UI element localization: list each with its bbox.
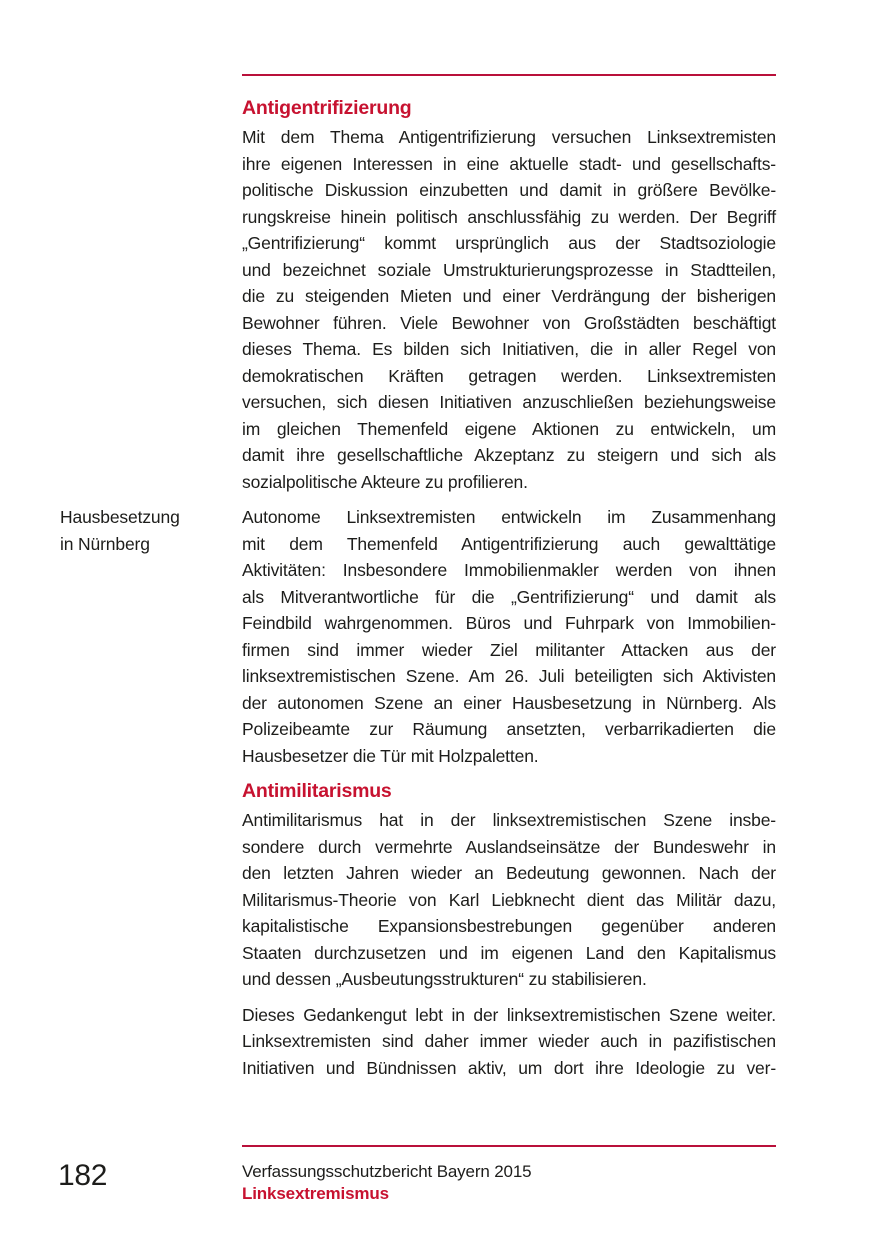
chapter-label: Linksextremismus bbox=[242, 1183, 389, 1203]
text-line: demokratischen Kräften getragen werden. Linksextremisten bbox=[242, 365, 776, 386]
paragraph-hausbesetzung bbox=[242, 504, 776, 769]
text-line: Militarismus-Theorie von Karl Liebknecht dient das Militär dazu, bbox=[242, 889, 776, 910]
footer-rule bbox=[242, 1145, 776, 1147]
text-line: im gleichen Themenfeld eigene Aktionen zu entwickeln, um bbox=[242, 418, 776, 439]
paragraph-antigentrifizierung-1 bbox=[242, 124, 776, 495]
text-line: Linksextremisten sind daher immer wieder auch in pazifistischen bbox=[242, 1031, 776, 1051]
text-line: sozialpolitische Akteure zu profilieren. bbox=[242, 471, 528, 492]
text-line: Bewohner führen. Viele Bewohner von Großstädten beschäftigt bbox=[242, 312, 776, 333]
text-line: mit dem Themenfeld Antigentrifizierung auch gewalttätige bbox=[242, 533, 776, 554]
text-line: und dessen „Ausbeutungsstrukturen“ zu stabilisieren. bbox=[242, 969, 647, 989]
paragraph-antimilitarismus-2 bbox=[242, 1002, 776, 1082]
paragraph-antimilitarismus-1 bbox=[242, 807, 776, 993]
text-line: damit ihre gesellschaftliche Akzeptanz zu steigern und sich als bbox=[242, 445, 776, 465]
text-line: Antimilitarismus hat in der linksextremistischen Szene insbe- bbox=[242, 810, 776, 830]
text-line: rungskreise hinein politisch anschlussfähig zu werden. Der Begriff bbox=[242, 206, 776, 227]
text-line: als Mitverantwortliche für die „Gentrifizierung“ und damit als bbox=[242, 586, 776, 607]
text-line: Polizeibeamte zur Räumung ansetzten, verbarrikadierten die bbox=[242, 719, 776, 739]
margin-note-line: in Nürnberg bbox=[60, 533, 150, 554]
text-line: die zu steigenden Mieten und einer Verdrängung der bisherigen bbox=[242, 286, 776, 306]
text-line: den letzten Jahren wieder an Bedeutung gewonnen. Nach der bbox=[242, 863, 776, 883]
text-line: Autonome Linksextremisten entwickeln im Zusammenhang bbox=[242, 507, 776, 527]
text-line: und bezeichnet soziale Umstrukturierungsprozesse in Stadtteilen, bbox=[242, 259, 776, 280]
footer bbox=[242, 1161, 776, 1204]
margin-note-line: Hausbesetzung bbox=[60, 507, 180, 527]
page-number: 182 bbox=[58, 1159, 108, 1192]
text-line: kapitalistische Expansionsbestrebungen gegenüber anderen bbox=[242, 916, 776, 936]
text-line: Mit dem Thema Antigentrifizierung versuchen Linksextremisten bbox=[242, 127, 776, 147]
text-line: versuchen, sich diesen Initiativen anzuschließen beziehungsweise bbox=[242, 392, 776, 412]
margin-note bbox=[60, 504, 230, 557]
text-line: sondere durch vermehrte Auslandseinsätze der Bundeswehr in bbox=[242, 836, 776, 857]
text-line: linksextremistischen Szene. Am 26. Juli beteiligten sich Aktivisten bbox=[242, 666, 776, 686]
text-line: dieses Thema. Es bilden sich Initiativen, die in aller Regel von bbox=[242, 339, 776, 359]
text-line: firmen sind immer wieder Ziel militanter Attacken aus der bbox=[242, 639, 776, 660]
text-line: der autonomen Szene an einer Hausbesetzung in Nürnberg. Als bbox=[242, 692, 776, 713]
report-title: Verfassungsschutzbericht Bayern 2015 bbox=[242, 1162, 532, 1181]
text-line: ihre eigenen Interessen in eine aktuelle stadt- und gesellschafts- bbox=[242, 153, 776, 174]
section-heading-antimilitarismus: Antimilitarismus bbox=[242, 780, 392, 802]
header-rule bbox=[242, 74, 776, 76]
text-line: Initiativen und Bündnissen aktiv, um dort ihre Ideologie zu ver- bbox=[242, 1057, 776, 1078]
text-line: „Gentrifizierung“ kommt ursprünglich aus der Stadtsoziologie bbox=[242, 233, 776, 253]
text-line: Dieses Gedankengut lebt in der linksextremistischen Szene weiter. bbox=[242, 1004, 776, 1025]
text-line: politische Diskussion einzubetten und damit in größere Bevölke- bbox=[242, 180, 776, 200]
text-line: Aktivitäten: Insbesondere Immobilienmakler werden von ihnen bbox=[242, 560, 776, 580]
text-line: Feindbild wahrgenommen. Büros und Fuhrpark von Immobilien- bbox=[242, 613, 776, 633]
main-text-column bbox=[242, 95, 776, 1090]
section-heading-antigentrifizierung: Antigentrifizierung bbox=[242, 97, 412, 119]
text-line: Hausbesetzer die Tür mit Holzpaletten. bbox=[242, 745, 539, 766]
text-line: Staaten durchzusetzen und im eigenen Land den Kapitalismus bbox=[242, 942, 776, 963]
